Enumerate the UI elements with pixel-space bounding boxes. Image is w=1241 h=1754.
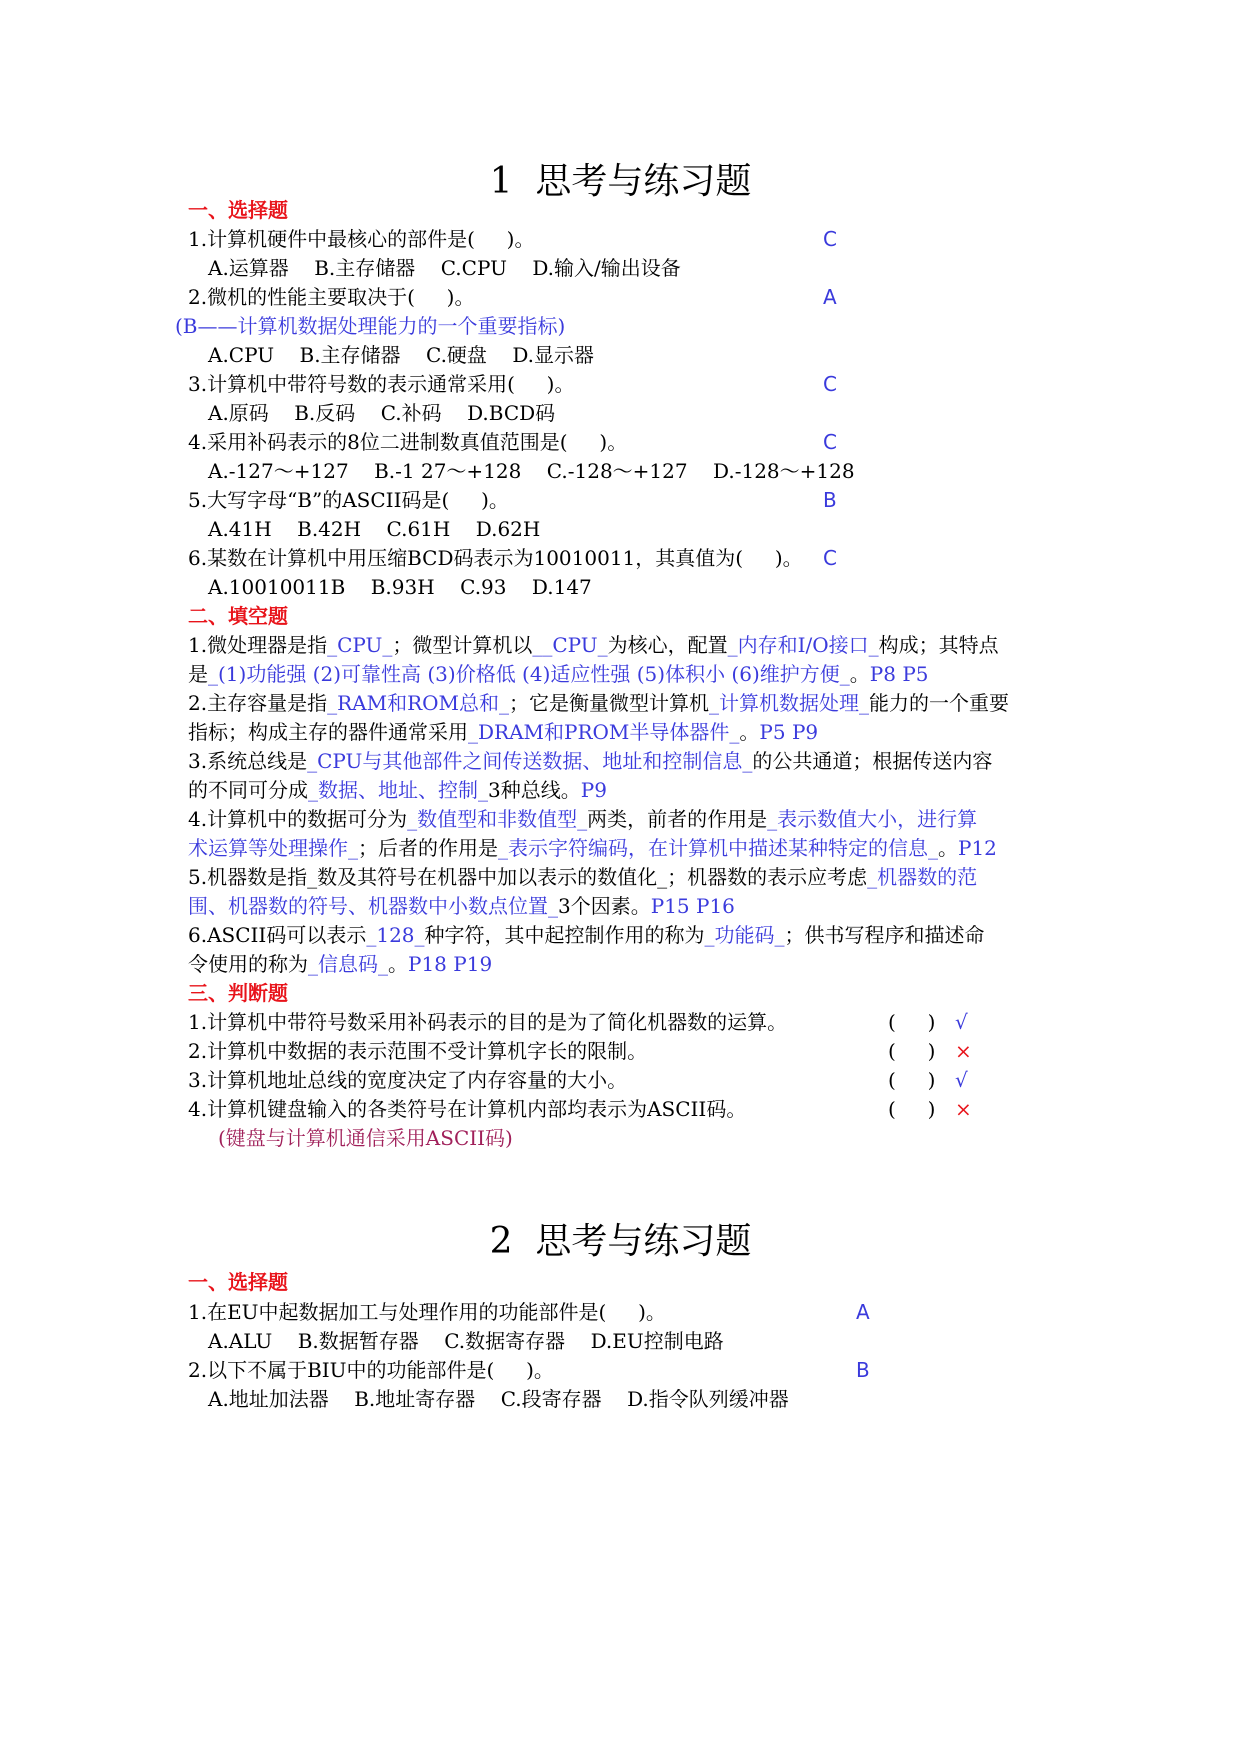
fill-1-blank-2: __CPU_ [532, 633, 608, 657]
fill-1-line-2: 是_(1)功能强 (2)可靠性高 (3)价格低 (4)适应性强 (5)体积小 (6)维护方便_。P8 P5 [188, 662, 929, 686]
judge-2-paren: ( ) [888, 1039, 936, 1063]
question-2-note: (B——计算机数据处理能力的一个重要指标) [175, 314, 566, 338]
fill-2-blank-2: _计算机数据处理_ [709, 691, 870, 715]
fill-5-blank-1b: 围、机器数的符号、机器数中小数点位置_ [188, 894, 558, 918]
judge-4-paren: ( ) [888, 1097, 936, 1121]
question-2-answer: A [823, 285, 837, 309]
fill-1-page-ref: P8 P5 [869, 662, 929, 686]
fill-3-blank-2: _数据、地址、控制_ [308, 778, 488, 802]
question-3: 3.计算机中带符号数的表示通常采用( )。 [188, 372, 575, 396]
fill-5-line-1: 5.机器数是指_数及其符号在机器中加以表示的数值化_；机器数的表示应考虑_机器数的范 [188, 865, 978, 889]
fill-4-blank-1: _数值型和非数值型_ [407, 807, 588, 831]
judge-3-paren: ( ) [888, 1068, 936, 1092]
judge-1-paren: ( ) [888, 1010, 936, 1034]
chapter-2-question-1: 1.在EU中起数据加工与处理作用的功能部件是( )。 [188, 1300, 666, 1324]
fill-4-blank-2a: _表示数值大小，进行算 [767, 807, 978, 831]
fill-2-blank-3: _DRAM和PROM半导体器件_ [468, 720, 740, 744]
chapter-2-question-2: 2.以下不属于BIU中的功能部件是( )。 [188, 1358, 554, 1382]
judge-3: 3.计算机地址总线的宽度决定了内存容量的大小。 [188, 1068, 628, 1092]
judge-4-mark: × [955, 1097, 972, 1121]
fill-5-blank-1a: _机器数的范 [867, 865, 978, 889]
chapter-2-question-2-answer: B [856, 1358, 870, 1382]
question-6-options: A.10010011B B.93H C.93 D.147 [208, 575, 592, 599]
question-5-options: A.41H B.42H C.61H D.62H [208, 517, 541, 541]
fill-3-line-2: 的不同可分成_数据、地址、控制_3种总线。P9 [188, 778, 607, 802]
question-5: 5.大写字母“B”的ASCII码是( )。 [188, 488, 509, 512]
fill-4-line-2: 术运算等处理操作_；后者的作用是_表示字符编码，在计算机中描述某种特定的信息_。P12 [188, 836, 997, 860]
chapter-2-section-choice-heading: 一、选择题 [188, 1270, 288, 1294]
question-4: 4.采用补码表示的8位二进制数真值范围是( )。 [188, 430, 628, 454]
fill-6-blank-3: _信息码_ [308, 952, 388, 976]
chapter-2-question-1-options: A.ALU B.数据暂存器 C.数据寄存器 D.EU控制电路 [208, 1329, 724, 1353]
chapter-1-title: 1 思考与练习题 [489, 161, 752, 202]
fill-6-line-2: 令使用的称为_信息码_。P18 P19 [188, 952, 493, 976]
fill-2-page-ref: P5 P9 [759, 720, 819, 744]
fill-4-line-1: 4.计算机中的数据可分为_数值型和非数值型_两类，前者的作用是_表示数值大小，进行算 [188, 807, 978, 831]
fill-1-blank-4: _(1)功能强 (2)可靠性高 (3)价格低 (4)适应性强 (5)体积小 (6)维护方便_ [208, 662, 850, 686]
fill-6-blank-2: _功能码_ [704, 923, 785, 947]
fill-5-page-ref: P15 P16 [650, 894, 735, 918]
fill-2-line-1: 2.主存容量是指_RAM和ROM总和_；它是衡量微型计算机_计算机数据处理_能力的一个重要 [188, 691, 1010, 715]
fill-1-blank-1: _CPU_ [327, 633, 393, 657]
chapter-2-question-1-answer: A [856, 1300, 870, 1324]
fill-2-blank-1: _RAM和ROM总和_ [327, 691, 510, 715]
fill-3-blank-1: _CPU与其他部件之间传送数据、地址和控制信息_ [307, 749, 753, 773]
fill-6-page-ref: P18 P19 [408, 952, 493, 976]
judge-2-mark: × [955, 1039, 972, 1063]
section-judge-heading: 三、判断题 [188, 981, 288, 1005]
question-3-answer: C [823, 372, 837, 396]
fill-1-line-1: 1.微处理器是指_CPU_；微型计算机以__CPU_为核心，配置_内存和I/O接口_构成；其特点 [188, 633, 999, 657]
question-4-options: A.-127～+127 B.-1 27～+128 C.-128～+127 D.-128～+128 [208, 459, 855, 483]
judge-4: 4.计算机键盘输入的各类符号在计算机内部均表示为ASCII码。 [188, 1097, 747, 1121]
fill-4-blank-2b: 术运算等处理操作_ [188, 836, 358, 860]
fill-2-line-2: 指标；构成主存的器件通常采用_DRAM和PROM半导体器件_。P5 P9 [188, 720, 819, 744]
fill-1-blank-3: _内存和I/O接口_ [727, 633, 879, 657]
question-6: 6.某数在计算机中用压缩BCD码表示为10010011，其真值为( )。 [188, 546, 803, 570]
judge-1: 1.计算机中带符号数采用补码表示的目的是为了简化机器数的运算。 [188, 1010, 788, 1034]
question-1: 1.计算机硬件中最核心的部件是( )。 [188, 227, 535, 251]
fill-3-line-1: 3.系统总线是_CPU与其他部件之间传送数据、地址和控制信息_的公共通道；根据传送内容 [188, 749, 993, 773]
chapter-2-question-2-options: A.地址加法器 B.地址寄存器 C.段寄存器 D.指令队列缓冲器 [208, 1387, 789, 1411]
question-2-options: A.CPU B.主存储器 C.硬盘 D.显示器 [208, 343, 595, 367]
question-2: 2.微机的性能主要取决于( )。 [188, 285, 475, 309]
question-1-options: A.运算器 B.主存储器 C.CPU D.输入/输出设备 [208, 256, 681, 280]
judge-4-note: (键盘与计算机通信采用ASCII码) [218, 1126, 513, 1150]
question-6-answer: C [823, 546, 837, 570]
section-choice-heading: 一、选择题 [188, 198, 288, 222]
question-3-options: A.原码 B.反码 C.补码 D.BCD码 [208, 401, 556, 425]
judge-2: 2.计算机中数据的表示范围不受计算机字长的限制。 [188, 1039, 648, 1063]
fill-5-line-2: 围、机器数的符号、机器数中小数点位置_3个因素。P15 P16 [188, 894, 735, 918]
fill-6-blank-1: _128_ [366, 923, 425, 947]
question-4-answer: C [823, 430, 837, 454]
fill-4-page-ref: P12 [958, 836, 997, 860]
fill-4-blank-3: _表示字符编码，在计算机中描述某种特定的信息_ [498, 836, 938, 860]
chapter-2-title: 2 思考与练习题 [489, 1221, 752, 1262]
section-fill-heading: 二、填空题 [188, 604, 288, 628]
question-1-answer: C [823, 227, 837, 251]
fill-3-page-ref: P9 [580, 778, 607, 802]
fill-6-line-1: 6.ASCII码可以表示_128_种字符，其中起控制作用的称为_功能码_；供书写程序和描述命 [188, 923, 985, 947]
question-5-answer: B [823, 488, 837, 512]
judge-3-mark: √ [955, 1068, 968, 1092]
judge-1-mark: √ [955, 1010, 968, 1034]
